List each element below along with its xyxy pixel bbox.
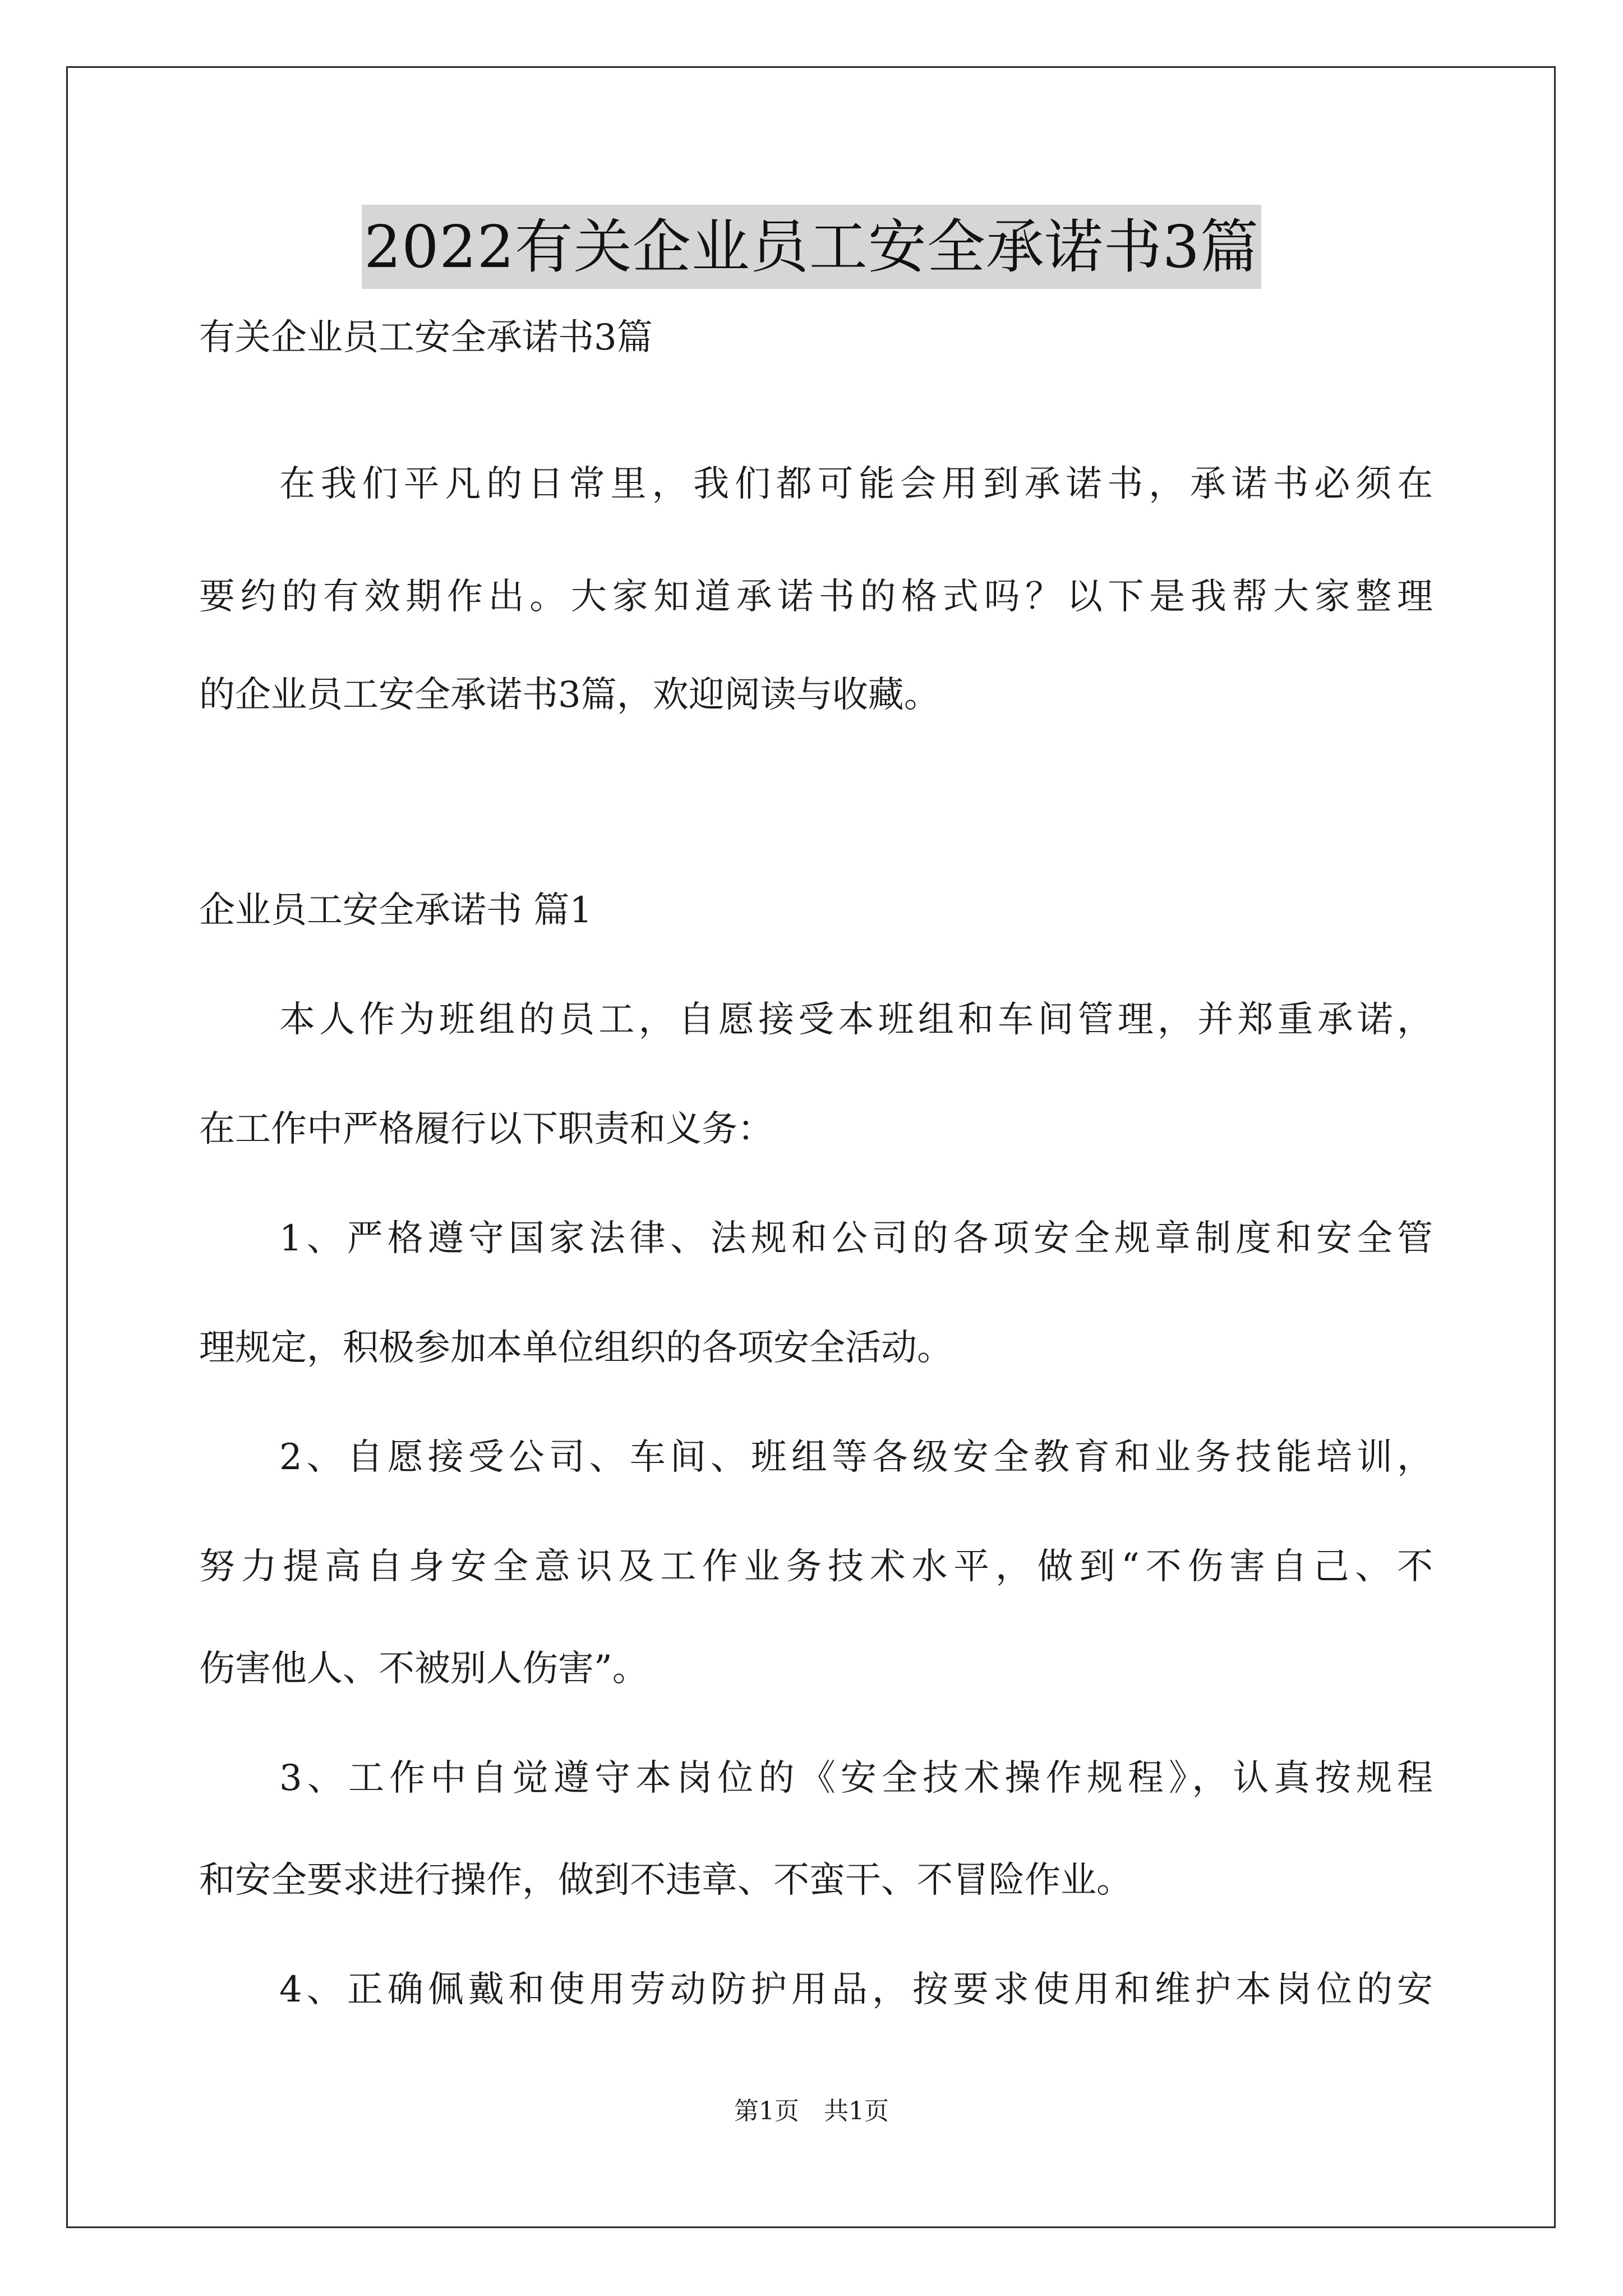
body-line: 和安全要求进行操作，做到不违章、不蛮干、不冒险作业。 bbox=[199, 1860, 1132, 1901]
subtitle-line: 有关企业员工安全承诺书3篇 bbox=[199, 317, 653, 358]
body-line: 4、正确佩戴和使用劳动防护用品，按要求使用和维护本岗位的安 bbox=[279, 1969, 1433, 2010]
title-container bbox=[0, 205, 1623, 289]
body-line: 1、严格遵守国家法律、法规和公司的各项安全规章制度和安全管 bbox=[279, 1218, 1433, 1259]
body-line: 的企业员工安全承诺书3篇，欢迎阅读与收藏。 bbox=[199, 674, 940, 716]
body-line: 在我们平凡的日常里，我们都可能会用到承诺书，承诺书必须在 bbox=[279, 463, 1433, 505]
body-line: 要约的有效期作出。大家知道承诺书的格式吗？以下是我帮大家整理 bbox=[199, 576, 1433, 618]
body-line: 本人作为班组的员工，自愿接受本班组和车间管理，并郑重承诺， bbox=[279, 999, 1433, 1041]
document-title: 2022有关企业员工安全承诺书3篇 bbox=[362, 205, 1261, 289]
body-line: 理规定，积极参加本单位组织的各项安全活动。 bbox=[199, 1327, 953, 1369]
section-heading: 企业员工安全承诺书 篇1 bbox=[199, 890, 593, 931]
body-line: 伤害他人、不被别人伤害”。 bbox=[199, 1648, 648, 1690]
body-line: 在工作中严格履行以下职责和义务： bbox=[199, 1108, 773, 1150]
body-line: 3、工作中自觉遵守本岗位的《安全技术操作规程》，认真按规程 bbox=[279, 1757, 1433, 1799]
body-line: 努力提高自身安全意识及工作业务技术水平，做到“不伤害自己、不 bbox=[199, 1546, 1433, 1588]
page-footer: 第1页 共1页 bbox=[734, 2097, 889, 2125]
body-line: 2、自愿接受公司、车间、班组等各级安全教育和业务技能培训， bbox=[279, 1437, 1433, 1478]
